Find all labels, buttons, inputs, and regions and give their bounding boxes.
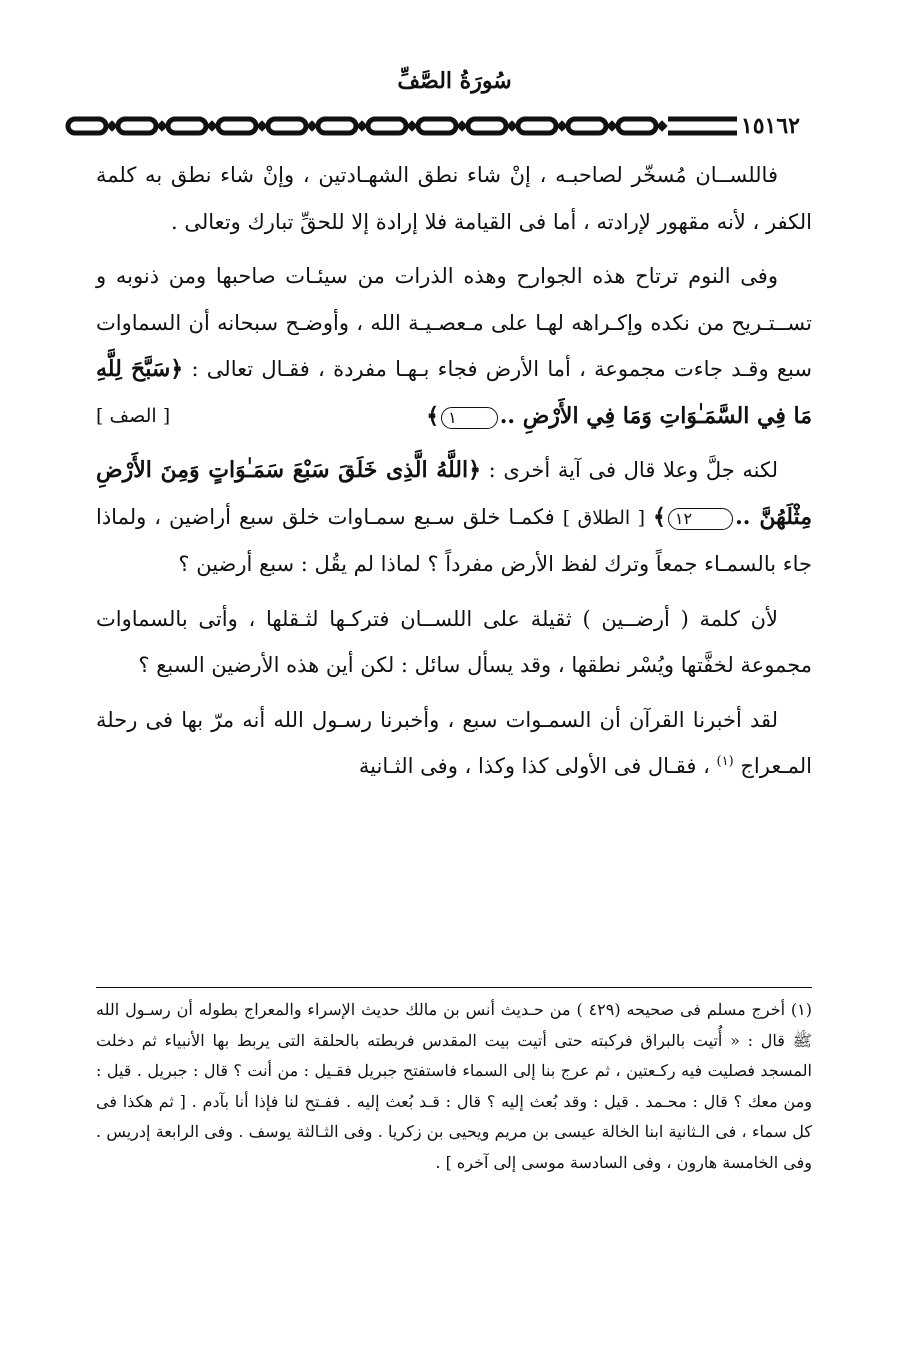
paragraph-1: فاللســان مُسخّر لصاحبـه ، إنْ شاء نطق الشهـادتين ، وإنْ شاء نطق به كلمة الكفر ، لأنه مقهور لإرادته ، أما فى القيامة فلا إرادة إلا للحقِّ تبارك وتعالى . xyxy=(96,163,812,234)
chain-link xyxy=(218,119,256,133)
footnote-marker: (١) xyxy=(716,754,734,769)
chain-diamond xyxy=(657,121,667,131)
surah-reference-saff: [ الصف ] xyxy=(96,404,171,427)
chain-link xyxy=(168,119,206,133)
footnote-divider xyxy=(96,987,812,988)
chain-link xyxy=(518,119,556,133)
chain-link xyxy=(268,119,306,133)
paragraph-5-text-a: لقد أخبرنا القرآن أن السمـوات سبع ، وأخبرنا رسـول الله أنه مرّ بها فى رحلة المـعراج xyxy=(96,707,812,778)
footnote xyxy=(96,995,812,1178)
paragraph-3-intro: لكنه جلَّ وعلا قال فى آية أخرى : xyxy=(488,458,778,482)
chain-ornament xyxy=(60,112,820,140)
chain-link xyxy=(418,119,456,133)
footnote-text: (١) أخرج مسلم فى صحيحه (٤٢٩ ) من حـديث أنس بن مالك حديث الإسراء والمعراج بطوله أن رسـول الله ﷺ قال : « أُتيت بالبراق فركبته حتى أتيت بيت المقدس فربطته بالحلقة التى يربط بها الأنبياء ثم دخلت المسجد فصليت فيه ركـعتين ، ثم عرج بنا إلى السماء فاستفتح جبريل فقـيل : من أنت ؟ قال : جبريل . قيل : ومن معك ؟ قال : محـمد . قيل : وقد بُعث إليه ؟ قال : قـد بُعث إليه . ففـتح لنا فإذا أنا بآدم . [ ثم هكذا فى كل سماء ، فى الـثانية ابنا الخالة عيسى بن مريم ويحيى بن زكريا . وفى الثـالثة يوسف . وفى الرابعة إدريس . وفى الخامسة هارون ، وفى السادسة موسى إلى آخره ] . xyxy=(96,1000,813,1172)
paragraph-3-text: فكمـا خلق سـبع سمـاوات خلق سبع أراضين ، ولماذا جاء بالسمـاء جمعاً وترك لفظ الأرض مفرداً ؟ لماذا لم يقُل : سبع أرضين ؟ xyxy=(96,504,812,576)
paragraph-3 xyxy=(96,447,812,588)
surah-title: سُورَةُ الصَّفِّ xyxy=(397,68,512,94)
chain-link xyxy=(568,119,606,133)
chain-link xyxy=(68,119,106,133)
paragraph-5-text-b: ، فقـال فى الأولى كذا وكذا ، وفى الثـانية xyxy=(358,754,710,778)
chain-link xyxy=(468,119,506,133)
chain-link xyxy=(318,119,356,133)
paragraph-4: لأن كلمة ( أرضــين ) ثقيلة على اللســان فتركـها لثـقلها ، وأتى بالسماوات مجموعة لخفَّتها ويُسْر نطقها ، وقد يسأل سائل : لكن أين هذه الأرضين السبع ؟ xyxy=(96,606,812,677)
paragraph-2 xyxy=(96,253,812,439)
surah-reference-talaq: [ الطلاق ] xyxy=(562,506,645,529)
chain-link xyxy=(618,119,656,133)
quran-bracket-open: ﴿ xyxy=(468,457,482,483)
quran-verse-talaq: اللَّهُ الَّذِى خَلَقَ سَبْعَ سَمَـٰوَاتٍ وَمِنَ الأَرْضِ مِثْلَهُنَّ .. xyxy=(96,457,812,530)
ayah-number: ١ xyxy=(441,407,498,429)
ayah-number: ١٢ xyxy=(668,508,733,530)
quran-verse-saff: سَبَّحَ لِلَّهِ مَا فِي السَّمَـٰوَاتِ وَمَا فِي الأَرْضِ .. xyxy=(96,356,812,429)
quran-bracket-close: ﴾ xyxy=(426,402,440,429)
quran-bracket-close: ﴾ xyxy=(653,503,666,530)
paragraph-2-text: وفى النوم ترتاح هذه الجوارح وهذه الذرات من سيئـات صاحبها ومن ذنوبه و تســتـريح من نكده وإكـراهه لهـا على مـعصـيـة الله ، وأوضـح سبحانه أن السماوات سبع وقـد جاءت مجموعة ، أما الأرض فجاء بـهـا مفردة ، فقـال تعالى : xyxy=(96,264,812,381)
paragraph-5 xyxy=(96,697,812,790)
ornamental-border xyxy=(60,112,820,140)
chain-link xyxy=(368,119,406,133)
quran-bracket-open: ﴿ xyxy=(170,356,184,382)
page-number: ١٥١٦٢ xyxy=(737,113,804,139)
chain-link xyxy=(118,119,156,133)
main-text xyxy=(96,152,812,790)
